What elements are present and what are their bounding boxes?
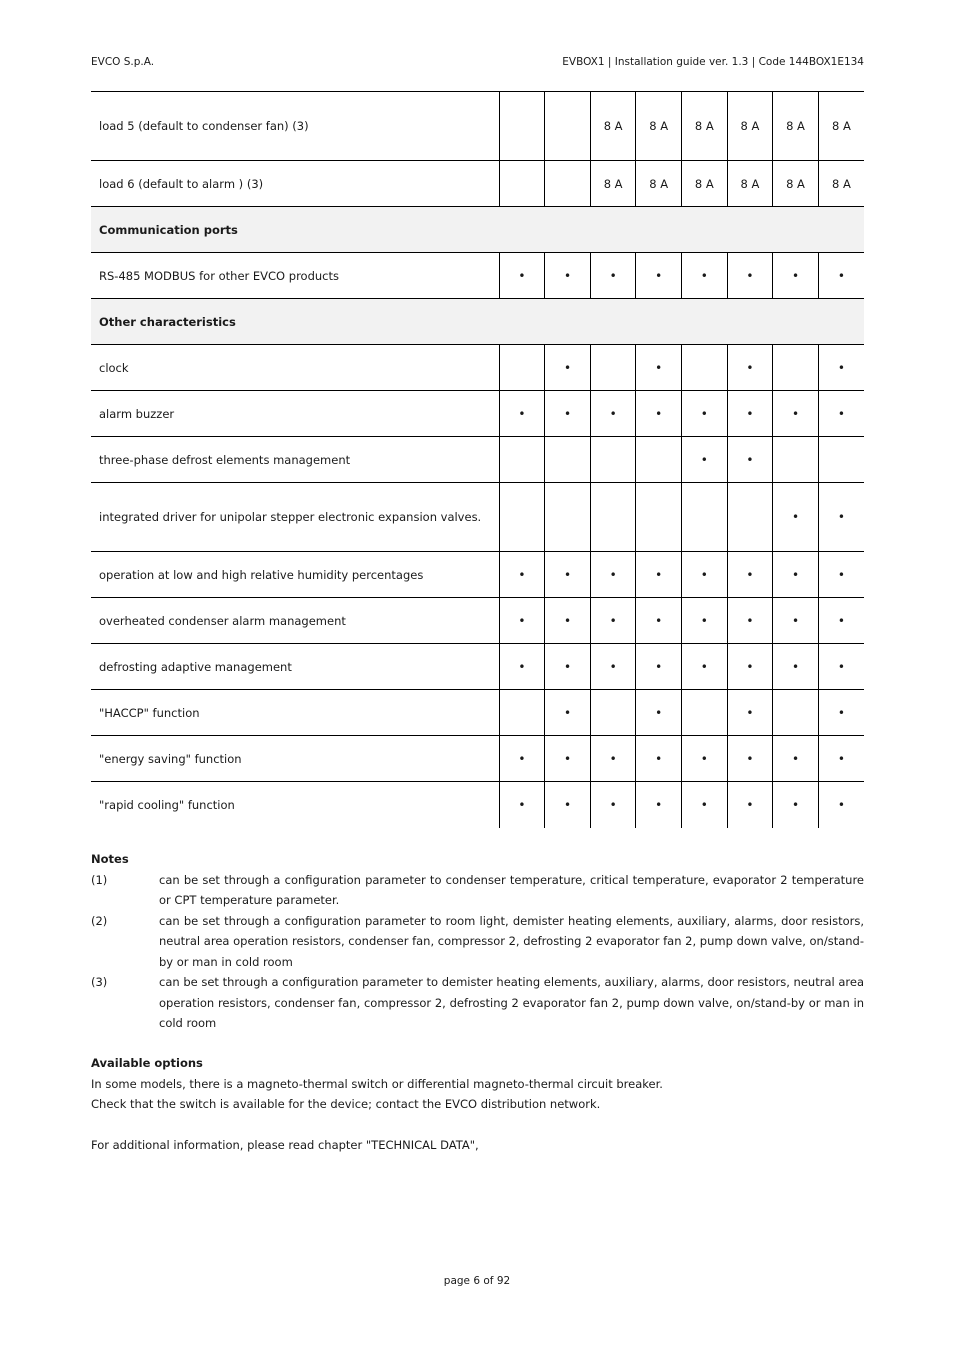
row-label: overheated condenser alarm management [91,598,499,644]
bullet-mark: • [590,253,636,299]
page-number: page 6 of 92 [443,1275,511,1287]
value-cell: 8 A [682,161,728,207]
bullet-mark: • [636,782,682,828]
bullet-mark: • [682,391,728,437]
spacer [91,1115,864,1136]
bullet-mark: • [727,253,773,299]
table-row [91,736,864,782]
section-header-row [91,299,864,345]
bullet-mark: • [682,736,728,782]
bullet-mark: • [499,782,545,828]
value-cell [818,437,864,483]
bullet-mark: • [727,437,773,483]
value-cell [590,483,636,552]
bullet-mark: • [818,552,864,598]
row-label: load 6 (default to alarm ) (3) [91,161,499,207]
table-row [91,690,864,736]
value-cell [773,690,819,736]
bullet-mark: • [499,552,545,598]
bullet-mark: • [682,253,728,299]
value-cell: 8 A [727,161,773,207]
options-title: Available options [91,1056,203,1070]
row-label: clock [91,345,499,391]
bullet-mark: • [636,253,682,299]
table-row [91,92,864,161]
bullet-mark: • [727,690,773,736]
bullet-mark: • [590,391,636,437]
value-cell [499,690,545,736]
bullet-mark: • [545,391,591,437]
bullet-mark: • [499,644,545,690]
bullet-mark: • [682,782,728,828]
bullet-mark: • [545,552,591,598]
bullet-mark: • [590,782,636,828]
table-row [91,253,864,299]
value-cell: 8 A [727,92,773,161]
row-label: "rapid cooling" function [91,782,499,828]
bullet-mark: • [727,644,773,690]
bullet-mark: • [545,736,591,782]
table-row [91,644,864,690]
bullet-mark: • [818,598,864,644]
value-cell [590,690,636,736]
header-document-info: EVBOX1 | Installation guide ver. 1.3 | Code 144BOX1E134 [562,56,864,68]
value-cell [499,345,545,391]
bullet-mark: • [818,644,864,690]
bullet-mark: • [727,598,773,644]
section-header: Communication ports [91,207,864,253]
bullet-mark: • [818,391,864,437]
bullet-mark: • [727,782,773,828]
bullet-mark: • [682,598,728,644]
bullet-mark: • [682,552,728,598]
value-cell: 8 A [818,161,864,207]
table-row [91,391,864,437]
bullet-mark: • [773,644,819,690]
bullet-mark: • [773,552,819,598]
bullet-mark: • [818,483,864,552]
value-cell [682,690,728,736]
value-cell: 8 A [636,92,682,161]
value-cell [590,345,636,391]
value-cell [545,483,591,552]
value-cell [636,437,682,483]
value-cell [545,92,591,161]
table-row [91,345,864,391]
bullet-mark: • [818,782,864,828]
row-label: load 5 (default to condenser fan) (3) [91,92,499,161]
note-number: (1) [91,872,108,887]
bullet-mark: • [636,644,682,690]
page-header [91,56,864,70]
row-label: "HACCP" function [91,690,499,736]
value-cell: 8 A [682,92,728,161]
value-cell [545,161,591,207]
row-label: integrated driver for unipolar stepper electronic expansion valves. [91,483,499,552]
note-text: can be set through a configuration parameter to demister heating elements, auxiliary, alarms, door resistors, neutral area operation resistors, condenser fan, compressor 2, defrosting 2 evaporator fan 2, pump down valve, on/stand-by or man in cold room [159,975,864,1030]
section-header-row [91,207,864,253]
bullet-mark: • [590,644,636,690]
bullet-mark: • [636,391,682,437]
notes-title: Notes [91,852,129,866]
bullet-mark: • [773,483,819,552]
options-line: Check that the switch is available for the device; contact the EVCO distribution network. [91,1097,601,1111]
bullet-mark: • [818,690,864,736]
value-cell [499,483,545,552]
row-label: operation at low and high relative humidity percentages [91,552,499,598]
value-cell: 8 A [773,92,819,161]
table-row [91,161,864,207]
bullet-mark: • [773,598,819,644]
bullet-mark: • [499,736,545,782]
bullet-mark: • [545,644,591,690]
bullet-mark: • [499,391,545,437]
additional-info-line: For additional information, please read chapter "TECHNICAL DATA", [91,1138,479,1152]
bullet-mark: • [727,391,773,437]
bullet-mark: • [545,690,591,736]
note-number: (3) [91,975,108,989]
bullet-mark: • [818,253,864,299]
value-cell: 8 A [818,92,864,161]
note-number: (2) [91,913,108,928]
bullet-mark: • [590,552,636,598]
row-label: "energy saving" function [91,736,499,782]
value-cell [727,483,773,552]
value-cell [636,483,682,552]
bullet-mark: • [773,782,819,828]
bullet-mark: • [727,736,773,782]
bullet-mark: • [682,437,728,483]
value-cell: 8 A [773,161,819,207]
section-header: Other characteristics [91,299,864,345]
row-label: RS-485 MODBUS for other EVCO products [91,253,499,299]
value-cell [773,345,819,391]
header-company: EVCO S.p.A. [91,56,155,68]
bullet-mark: • [499,598,545,644]
options-line: In some models, there is a magneto-thermal switch or differential magneto-thermal circuit breaker. [91,1076,663,1091]
bullet-mark: • [545,345,591,391]
value-cell [499,92,545,161]
row-label: defrosting adaptive management [91,644,499,690]
table-row [91,782,864,828]
bullet-mark: • [636,552,682,598]
row-label: alarm buzzer [91,391,499,437]
note-item [91,870,864,911]
value-cell [682,483,728,552]
bullet-mark: • [773,736,819,782]
bullet-mark: • [818,345,864,391]
bullet-mark: • [773,391,819,437]
bullet-mark: • [545,598,591,644]
bullet-mark: • [590,598,636,644]
note-item [91,911,864,973]
value-cell: 8 A [590,161,636,207]
notes-section [91,849,864,1034]
value-cell [590,437,636,483]
bullet-mark: • [545,253,591,299]
value-cell: 8 A [636,161,682,207]
value-cell: 8 A [590,92,636,161]
table-row [91,552,864,598]
value-cell [545,437,591,483]
features-table [91,91,864,828]
value-cell [682,345,728,391]
value-cell [499,437,545,483]
available-options-section [91,1053,864,1156]
bullet-mark: • [636,690,682,736]
value-cell [499,161,545,207]
table-row [91,483,864,552]
bullet-mark: • [636,736,682,782]
bullet-mark: • [682,644,728,690]
bullet-mark: • [818,736,864,782]
table-row [91,437,864,483]
table-row [91,598,864,644]
bullet-mark: • [499,253,545,299]
note-text: can be set through a configuration parameter to condenser temperature, critical temperature, evaporator 2 temperature or CPT temperature parameter. [159,872,864,907]
bullet-mark: • [636,345,682,391]
value-cell [773,437,819,483]
bullet-mark: • [545,782,591,828]
bullet-mark: • [590,736,636,782]
note-item [91,972,864,1034]
note-text: can be set through a configuration parameter to room light, demister heating elements, auxiliary, alarms, door resistors, neutral area operation resistors, condenser fan, compressor 2, defrosting 2 evaporator fan 2, pump down valve, on/stand-by or man in cold room [159,913,864,969]
row-label: three-phase defrost elements management [91,437,499,483]
bullet-mark: • [727,552,773,598]
bullet-mark: • [636,598,682,644]
bullet-mark: • [773,253,819,299]
bullet-mark: • [727,345,773,391]
